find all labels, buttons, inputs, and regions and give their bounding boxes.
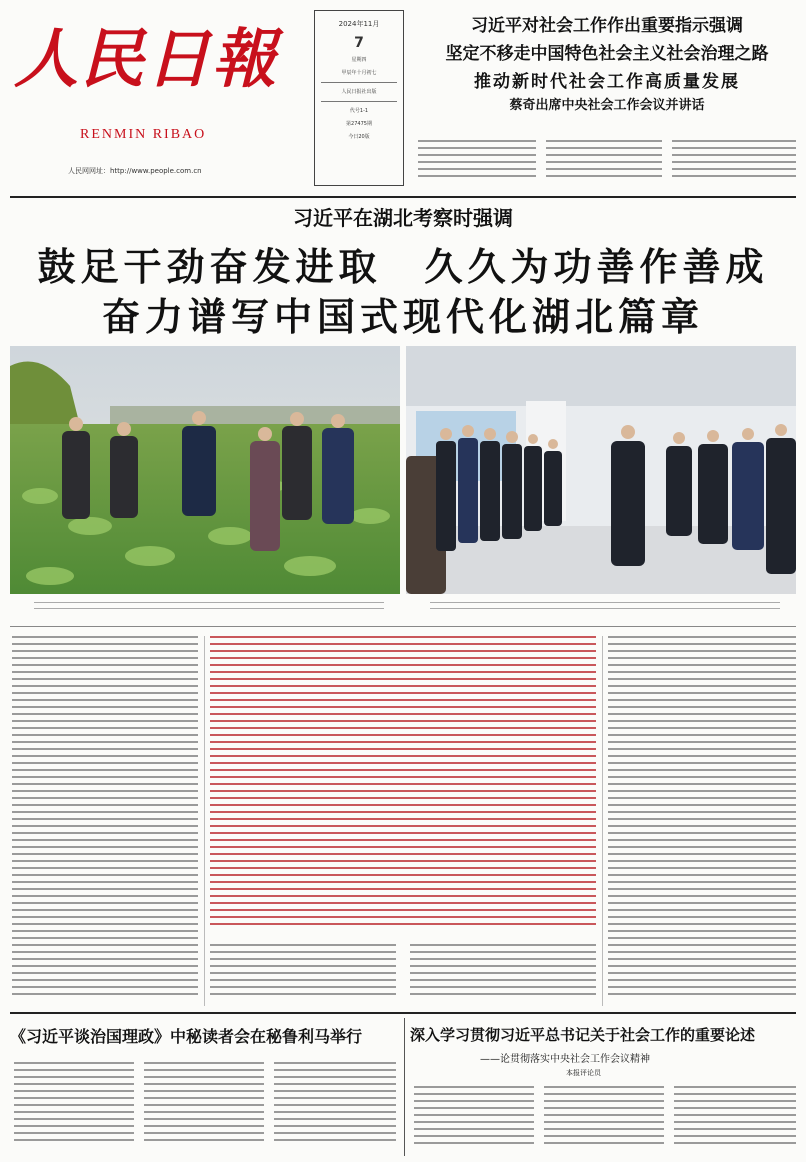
- article-column-1: [12, 636, 198, 1000]
- main-headline-line-2[interactable]: 奋力谱写中国式现代化湖北篇章: [101, 295, 704, 339]
- date-year-month: 2024年11月: [338, 20, 380, 28]
- lead-subtitle: 蔡奇出席中央社会工作会议并讲话: [509, 98, 705, 113]
- main-headline-line-1[interactable]: 鼓足干劲奋发进取 久久为功善作善成: [37, 245, 769, 289]
- lead-story-body: [546, 140, 662, 182]
- article-highlight-block: [210, 636, 596, 930]
- bottom-left-body: [274, 1062, 396, 1146]
- date-weekday: 星期四: [351, 57, 367, 63]
- bottom-right-byline: 本报评论员: [566, 1069, 601, 1077]
- date-day: 7: [354, 35, 364, 51]
- lead-story-body: [418, 140, 536, 186]
- main-kicker: 习近平在湖北考察时强调: [293, 206, 513, 230]
- date-box: [314, 10, 404, 186]
- bottom-right-headline[interactable]: 深入学习贯彻习近平总书记关于社会工作的重要论述: [410, 1026, 756, 1044]
- divider: [10, 1012, 796, 1014]
- page-count: 今日20版: [348, 134, 370, 140]
- lead-line-2: 坚定不移走中国特色社会主义社会治理之路: [445, 44, 769, 64]
- lead-story-body: [672, 140, 796, 182]
- masthead-title: 人民日報: [14, 22, 278, 97]
- bottom-right-subtitle: ——论贯彻落实中央社会工作会议精神: [480, 1054, 650, 1065]
- article-column-4: [608, 636, 796, 1000]
- issn-line: 代号1-1: [349, 108, 369, 114]
- lead-line-3: 推动新时代社会工作高质量发展: [474, 72, 740, 92]
- photo-caption-right: [430, 602, 780, 614]
- bottom-left-body: [14, 1062, 134, 1146]
- photo-caption-left: [34, 602, 384, 614]
- masthead-title-en: RENMIN RIBAO: [80, 127, 207, 142]
- article-column-3: [410, 944, 596, 1000]
- lead-story-headline[interactable]: [412, 12, 802, 116]
- article-column-2: [210, 944, 396, 1000]
- lead-line-1: 习近平对社会工作作出重要指示强调: [471, 16, 743, 36]
- photo-exhibition-hall[interactable]: [406, 346, 796, 594]
- divider: [10, 196, 796, 198]
- issue-number: 第27475期: [346, 121, 372, 127]
- photo-cabbage-field[interactable]: [10, 346, 400, 594]
- bottom-right-body: [414, 1086, 534, 1149]
- masthead-logo: [14, 10, 304, 142]
- date-lunar: 甲辰年十月初七: [341, 70, 377, 76]
- divider: [10, 626, 796, 627]
- publisher: 人民日报社出版: [341, 89, 377, 95]
- website-line: 人民网网址：http://www.people.com.cn: [68, 167, 202, 175]
- bottom-left-headline[interactable]: 《习近平谈治国理政》中秘读者会在秘鲁利马举行: [10, 1027, 363, 1046]
- bottom-right-body: [674, 1086, 796, 1149]
- bottom-left-body: [144, 1062, 264, 1146]
- bottom-right-body: [544, 1086, 664, 1149]
